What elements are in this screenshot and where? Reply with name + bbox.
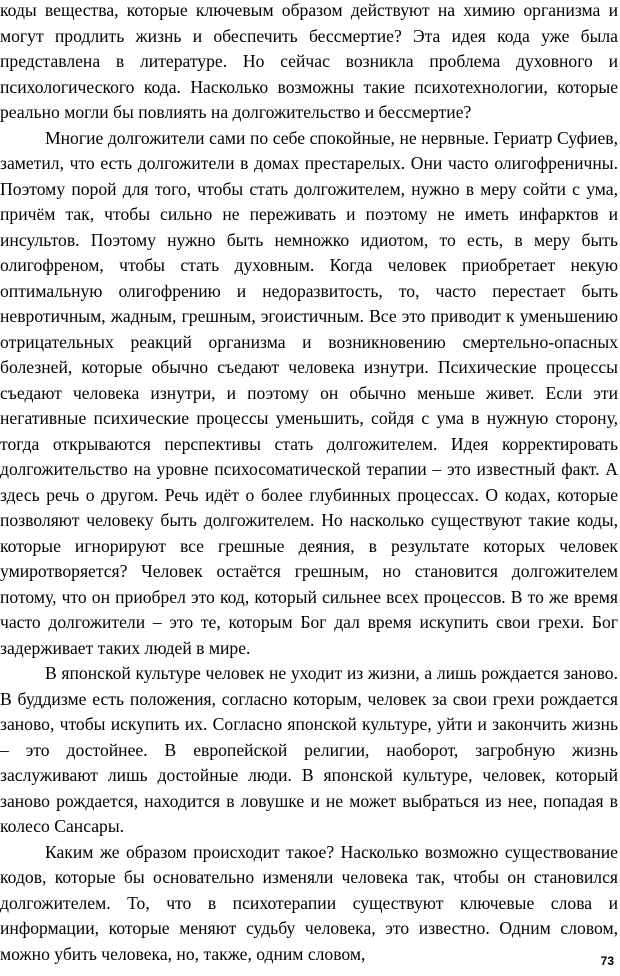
paragraph-1: коды вещества, которые ключевым образом действуют на химию организма и могут продлить жизнь и обеспечить бессмертие? Эта идея кода уже была представлена в литературе. Но сейчас возникла проблема духовного и психологического кода. Насколько возможны такие психотехнологии, которые реально могли бы повлиять на долгожительство и бессмертие? <box>0 0 618 122</box>
page-number: 73 <box>600 954 614 968</box>
paragraph-3: В японской культуре человек не уходит из жизни, а лишь рождается заново. В буддизме есть положения, согласно которым, человек за свои грехи рождается заново, чтобы искупить их. Согласно японской культуре, уйти и закончить жизнь – это достойнее. В европейской религии, наоборот, загробную жизнь заслуживают лишь достойные люди. В японской культуре, человек, который заново рождается, находится в ловушке и не может выбраться из нее, попадая в колесо Сансары. <box>0 663 618 836</box>
paragraph-4: Каким же образом происходит такое? Насколько возможно существование кодов, которые бы основательно изменяли человека так, чтобы он становился долгожителем. То, что в психотерапии существуют ключевые слова и информации, которые меняют судьбу человека, это известно. Одним словом, можно убить человека, но, также, одним словом, <box>0 841 618 964</box>
paragraph-2: Многие долгожители сами по себе спокойные, не нервные. Гериатр Суфиев, заметил, что есть долгожители в домах престарелых. Они часто олигофреничны. Поэтому порой для того, чтобы стать долгожителем, нужно в меру сойти с ума, причём так, чтобы сильно не переживать и поэтому не иметь инфарктов и инсультов. Поэтому нужно быть немножко идиотом, то есть, в меру быть олигофреном, чтобы стать духовным. Когда человек приобретает некую оптимальную олигофрению и недоразвитость, то, часто перестает быть невротичным, жадным, грешным, эгоистичным. Все это приводит к уменьшению отрицательных реакций организма и возникновению смертельно-опасных болезней, которые обычно съедают человека изнутри. Психические процессы съедают человека изнутри, и поэтому он обычно меньше живет. Если эти негативные психические процессы уменьшить, сойдя с ума в нужную сторону, тогда открываются перспективы стать долгожителем. Идея корректировать долгожительство на уровне психосоматической терапии – это известный факт. А здесь речь о другом. Речь идёт о более глубинных процессах. О кодах, которые позволяют человеку быть долгожителем. Но насколько существуют такие коды, которые игнорируют все грешные деяния, в результате которых человек умиротворяется? Человек остаётся грешным, но становится долгожителем потому, что он приобрел это код, который сильнее всех процессов. В то же время часто долгожители – это те, которым Бог дал время искупить свои грехи. Бог задерживает таких людей в мире. <box>0 127 618 658</box>
